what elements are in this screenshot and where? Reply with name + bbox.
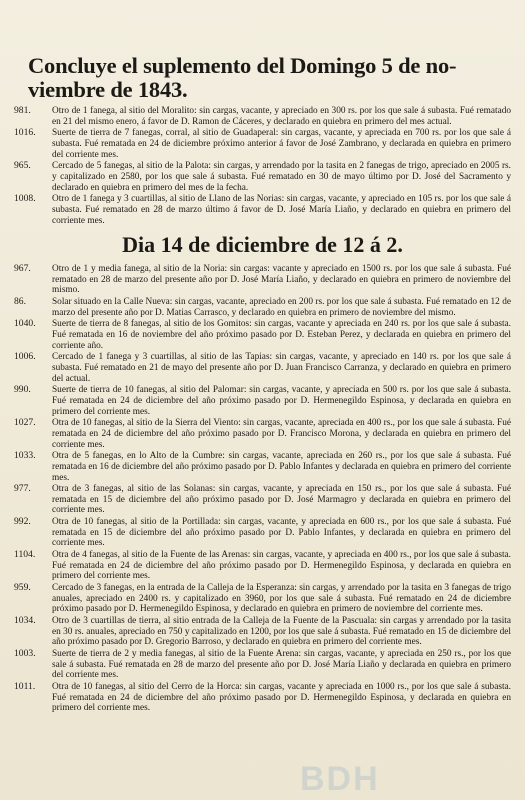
lot-number: 1040. bbox=[14, 318, 36, 330]
lot-description: Otra de 10 fanegas, al sitio de la Portillada: sin cargas, vacante, y apreciada en 600 rs., por los que sale á subasta. Fué rematada en 15 de diciembre del año próximo pasado por D. Pablo Infantes, y declarada en quiebra en primero del corriente mes. bbox=[52, 517, 511, 549]
lot-entry bbox=[14, 385, 511, 417]
lot-number: 1034. bbox=[14, 615, 36, 627]
lot-description: Cercado de 3 fanegas, en la entrada de la Calleja de la Esperanza: sin cargas, y arrendado por la tasita en 3 fanegas de trigo anuales, apreciado en 2400 rs. y capitalizado en 3960, por los que sale á subasta. Fué rematado en 24 de diciembre próximo pasado por D. Hermenegildo Espinosa, y declarado en quiebra en primero de noviembre del corriente mes. bbox=[52, 583, 511, 615]
lot-description: Otra de 5 fanegas, en lo Alto de la Cumbre: sin cargas, vacante, apreciada en 260 rs., por los que sale á subasta. Fué rematada en 16 de diciembre del año próximo pasado por D. Pablo Infantes y declarada en quiebra en primero del corriente mes. bbox=[52, 451, 511, 483]
lot-number: 1016. bbox=[14, 127, 36, 139]
section-supplement-entries bbox=[14, 106, 511, 226]
lot-description: Suerte de tierra de 8 fanegas, al sitio de los Gomitos: sin cargas, vacante y apreciada en 240 rs. por los que sale á subasta. Fué rematada en 16 de noviembre del año próximo pasado por D. Esteban Perez, y declarada en quiebra en primero del corriente año. bbox=[52, 319, 511, 351]
lot-description: Cercado de 1 fanega y 3 cuartillas, al sitio de las Tapias: sin cargas, vacante, y apreciado en 140 rs. por los que sale á subasta. Fué rematado en 21 de mayo del presente año por D. Juan Francisco Carranza, y declarado en quiebra en primero del actual. bbox=[52, 352, 511, 384]
page-title bbox=[28, 54, 511, 102]
lot-entry bbox=[14, 682, 511, 714]
lot-number: 992. bbox=[14, 516, 31, 528]
lot-description: Otra de 10 fanegas, al sitio de la Sierra del Viento: sin cargas, vacante, apreciada en 400 rs., por los que sale á subasta. Fué rematada en 24 de diciembre del año próximo pasado por D. Francisco Morona, y declarada en quiebra en primero del corriente mes. bbox=[52, 418, 511, 450]
lot-description: Otro de 1 fanega y 3 cuartillas, al sitio de Llano de las Norias: sin cargas, vacante, y apreciado en 105 rs. por los que sale á subasta. Fué rematado en 28 de marzo último á favor de D. José María Liaño, y declarado en quiebra en primero del corriente mes. bbox=[52, 194, 511, 226]
lot-number: 1003. bbox=[14, 648, 36, 660]
lot-number: 86. bbox=[14, 296, 26, 308]
lot-entry bbox=[14, 161, 511, 193]
lot-number: 1008. bbox=[14, 193, 36, 205]
lot-number: 1104. bbox=[14, 549, 36, 561]
lot-description: Cercado de 5 fanegas, al sitio de la Palota: sin cargas, y arrendado por la tasita en 2 fanegas de trigo, apreciado en 2005 rs. y capitalizado en 2580, por los que sale á subasta. Fué rematado en 30 de mayo último por D. José del Sacramento y declarado en quiebra en primero del mes de la fecha. bbox=[52, 161, 511, 193]
lot-description: Suerte de tierra de 10 fanegas, al sitio del Palomar: sin cargas, vacante, y apreciada en 500 rs. por los que sale á subasta. Fué rematada en 24 de diciembre del año próximo pasado por D. Hermenegildo Espinosa, y declarada en quiebra en primero del corriente mes. bbox=[52, 385, 511, 417]
lot-entry bbox=[14, 319, 511, 351]
lot-description: Otra de 10 fanegas, al sitio del Cerro de la Horca: sin cargas, vacante y apreciada en 1000 rs., por los que sale á subasta. Fué rematada en 24 de diciembre del año próximo pasado por D. Hermenegildo Espinosa, y declarada en quiebra en primero del corriente mes. bbox=[52, 682, 511, 714]
lot-number: 1027. bbox=[14, 417, 36, 429]
lot-description: Otra de 3 fanegas, al sitio de las Solanas: sin cargas, vacante, y apreciada en 150 rs., por los que sale á subasta. Fué rematada en 15 de diciembre del año próximo pasado por D. José Marmagro y declarada en quiebra en primero del corriente mes. bbox=[52, 484, 511, 516]
lot-number: 1033. bbox=[14, 450, 36, 462]
lot-number: 990. bbox=[14, 384, 31, 396]
section-heading-dia-14: Dia 14 de diciembre de 12 á 2. bbox=[122, 232, 403, 258]
title-line-1: Concluye el suplemento del Domingo 5 de no- bbox=[28, 53, 457, 78]
lot-entry bbox=[14, 550, 511, 582]
lot-number: 959. bbox=[14, 582, 31, 594]
lot-entry bbox=[14, 297, 511, 318]
lot-entry bbox=[14, 517, 511, 549]
lot-entry bbox=[14, 264, 511, 296]
lot-description: Solar situado en la Calle Nueva: sin cargas, vacante, apreciado en 200 rs. por los que sale á subasta. Fué rematado en 12 de marzo del presente año por D. Matias Carrasco, y declarado en quiebra en primero de noviembre del mismo. bbox=[52, 297, 511, 318]
lot-entry bbox=[14, 106, 511, 127]
lot-description: Suerte de tierra de 7 fanegas, corral, al sitio de Guadaperal: sin cargas, vacante, y apreciada en 700 rs. por los que sale á subasta. Fué rematada en 24 de diciembre próximo anterior á favor de José Zambrano, y declarada en quiebra en primero del corriente mes. bbox=[52, 128, 511, 160]
lot-description: Otro de 1 y media fanega, al sitio de la Noria: sin cargas: vacante y apreciado en 1500 rs. por los que sale á subasta. Fué rematado en 28 de marzo del presente año por D. José María Liaño, y declarado en quiebra en primero de noviembre del mismo. bbox=[52, 264, 511, 296]
lot-description: Otra de 4 fanegas, al sitio de la Fuente de las Arenas: sin cargas, vacante, y apreciada en 400 rs., por los que sale á subasta. Fué rematada en 24 de diciembre del año próximo pasado por D. Hermenegildo Espinosa, y declarada en quiebra en primero del corriente mes. bbox=[52, 550, 511, 582]
lot-entry bbox=[14, 128, 511, 160]
lot-entry bbox=[14, 649, 511, 681]
lot-entry bbox=[14, 583, 511, 615]
lot-entry bbox=[14, 616, 511, 648]
lot-description: Suerte de tierra de 2 y media fanegas, al sitio de la Fuente Arena: sin cargas, vacante, y apreciada en 250 rs., por los que sale á subasta. Fué rematada en 28 de marzo del presente año por D. José María Liaño y declarada en quiebra en primero del corriente mes. bbox=[52, 649, 511, 681]
lot-number: 1006. bbox=[14, 351, 36, 363]
lot-number: 981. bbox=[14, 105, 31, 116]
title-line-2: viembre de 1843. bbox=[28, 77, 188, 102]
lot-entry bbox=[14, 484, 511, 516]
lot-entry bbox=[14, 352, 511, 384]
library-watermark: BDH bbox=[300, 760, 380, 798]
lot-entry bbox=[14, 451, 511, 483]
lot-entry bbox=[14, 194, 511, 226]
lot-description: Otro de 3 cuartillas de tierra, al sitio entrada de la Calleja de la Fuente de la Pascuala: sin cargas y arrendado por la tasita en 30 rs. anuales, apreciado en 750 y capitalizado en 1200, por los que sale á subasta. Fué rematado en 15 de diciembre del año próximo pasado por D. Gregorio Barroso, y declarado en quiebra en primero del corriente mes. bbox=[52, 616, 511, 648]
section-dia-14-entries bbox=[14, 264, 511, 714]
lot-number: 977. bbox=[14, 483, 31, 495]
lot-number: 967. bbox=[14, 263, 31, 275]
lot-entry bbox=[14, 418, 511, 450]
lot-number: 965. bbox=[14, 160, 31, 172]
lot-description: Otro de 1 fanega, al sitio del Moralito: sin cargas, vacante, y apreciado en 300 rs. por los que sale á subasta. Fué rematado en 21 del mismo enero, á favor de D. Ramon de Cáceres, y declarado en quiebra en primero del mes actual. bbox=[52, 106, 511, 127]
lot-number: 1011. bbox=[14, 681, 36, 693]
